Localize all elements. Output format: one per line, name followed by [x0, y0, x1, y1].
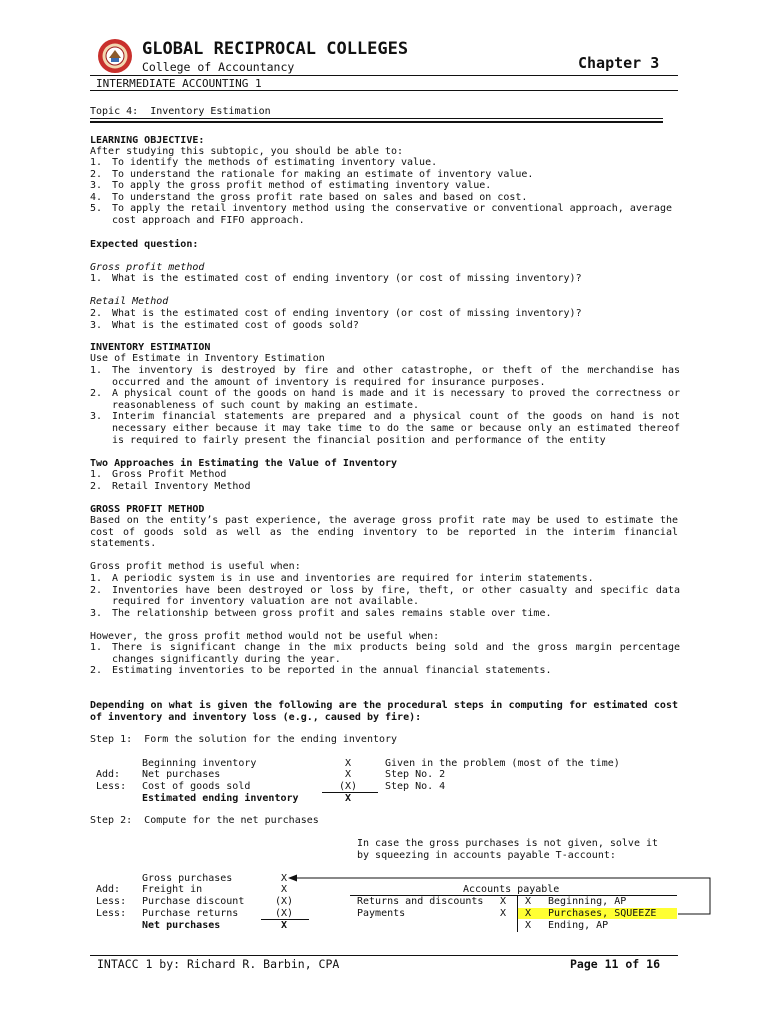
gpm-heading: GROSS PROFIT METHOD	[90, 504, 205, 515]
step2-row-label: Net purchases	[142, 920, 221, 931]
gp-questions	[90, 273, 680, 285]
list-item: 3. To apply the gross profit method of estimating inventory value.	[90, 180, 492, 192]
step1-row-label: Estimated ending inventory	[142, 793, 299, 804]
list-item: 4. To understand the gross profit rate based on sales and based on cost.	[90, 191, 528, 203]
list-item: 2. Estimating inventories to be reported in the annual financial statements.	[90, 665, 552, 677]
step2-row-value: X	[281, 873, 288, 884]
footer-rule	[90, 955, 678, 956]
list-item: 5. To apply the retail inventory method using the conservative or conventional approach, average cost approach and FIFO approach.	[90, 203, 672, 226]
step2-row-label: Purchase discount	[142, 896, 245, 907]
estimation-heading: INVENTORY ESTIMATION	[90, 342, 211, 353]
step2-row-label: Freight in	[142, 884, 203, 895]
t-account-title: Accounts payable	[463, 884, 560, 895]
t-credit-label: Ending, AP	[548, 920, 609, 931]
t-debit-label: Returns and discounts	[357, 896, 484, 907]
approaches-heading: Two Approaches in Estimating the Value of Inventory	[90, 458, 398, 469]
list-item: 2. What is the estimated cost of ending inventory (or cost of missing inventory)?	[90, 308, 582, 319]
list-item: 2. To understand the rationale for making an estimate of inventory value.	[90, 168, 534, 180]
procedure-heading: Depending on what is given the following are the procedural steps in computing for estimated cost of inventory and inventory loss (e.g., caused by fire):	[90, 700, 678, 723]
list-item: 3. Interim financial statements are prepared and a physical count of the goods on hand is not necessary either because it may take time to do the same or because only an estimated thereof is required to fairly present the financial position and performance of the entity	[90, 411, 680, 446]
list-item: 2. Inventories have been destroyed or loss by fire, theft, or other casualty and specific data required for inventory valuation are not available.	[90, 584, 680, 608]
step2-row-prefix: Less:	[96, 908, 127, 919]
step2-row-value: X	[281, 920, 288, 931]
page-number: Page 11 of 16	[570, 957, 661, 971]
list-item: 2. Retail Inventory Method	[90, 480, 251, 492]
retail-method-label: Retail Method	[90, 296, 169, 307]
step1-row-value: (X)	[339, 781, 358, 792]
step2-row-value: (X)	[275, 896, 294, 907]
step1-row-value: X	[345, 793, 352, 804]
step1-row-prefix: Less:	[96, 781, 127, 792]
gpm-useful-list	[90, 573, 680, 619]
list-item: 1. The inventory is destroyed by fire and other catastrophe, or theft of the merchandise has occurred and the amount of inventory is required for insurance purposes.	[90, 365, 680, 388]
topic-title: Topic 4: Inventory Estimation	[90, 106, 271, 117]
list-item: 3. The relationship between gross profit and sales remains stable over time.	[90, 607, 552, 619]
college-name: College of Accountancy	[142, 60, 295, 74]
estimation-intro: Use of Estimate in Inventory Estimation	[90, 353, 325, 364]
topic-rule-1	[90, 118, 663, 119]
chapter-label: Chapter 3	[578, 54, 660, 72]
objectives-intro: After studying this subtopic, you should be able to:	[90, 146, 404, 157]
list-item: 1. Gross Profit Method	[90, 469, 227, 480]
objectives-list	[90, 157, 680, 227]
footer-author: INTACC 1 by: Richard R. Barbin, CPA	[97, 957, 340, 971]
gpm-paragraph: Based on the entity’s past experience, the average gross profit rate may be used to estimate the cost of goods sold as well as the ending inventory to be reported in the interim financial statements.	[90, 515, 678, 550]
step2-row-value: X	[281, 884, 288, 895]
t-credit-label: Beginning, AP	[548, 896, 627, 907]
college-seal-logo	[97, 38, 133, 74]
list-item: 1. What is the estimated cost of ending inventory (or cost of missing inventory)?	[90, 273, 582, 284]
step1-row-prefix: Add:	[96, 769, 121, 780]
step2-row-prefix: Less:	[96, 896, 127, 907]
step1-row-note: Given in the problem (most of the time)	[385, 758, 620, 769]
objectives-heading: LEARNING OBJECTIVE:	[90, 135, 205, 146]
list-item: 1. A periodic system is in use and inventories are required for interim statements.	[90, 573, 594, 584]
list-item: 1. To identify the methods of estimating inventory value.	[90, 157, 438, 168]
header-rule	[90, 75, 678, 76]
gpm-useful-intro: Gross profit method is useful when:	[90, 561, 301, 572]
estimation-list	[90, 365, 680, 446]
gpm-not-useful-list	[90, 642, 680, 677]
course-name: INTERMEDIATE ACCOUNTING 1	[96, 77, 262, 90]
step2-label: Step 2: Compute for the net purchases	[90, 815, 319, 826]
header-rule-bottom	[90, 90, 678, 91]
gpm-not-useful-intro: However, the gross profit method would not be useful when:	[90, 631, 440, 642]
expected-heading: Expected question:	[90, 239, 199, 250]
t-credit-value: X	[525, 896, 532, 907]
step1-row-value: X	[345, 769, 352, 780]
step2-row-value: (X)	[275, 908, 294, 919]
step1-row-label: Beginning inventory	[142, 758, 257, 769]
list-item: 3. What is the estimated cost of goods sold?	[90, 319, 359, 331]
step1-row-label: Net purchases	[142, 769, 221, 780]
t-debit-label: Payments	[357, 908, 406, 919]
step2-row-prefix: Add:	[96, 884, 121, 895]
approaches-list	[90, 469, 680, 492]
t-debit-value: X	[500, 896, 507, 907]
t-debit-value: X	[500, 908, 507, 919]
step1-row-value: X	[345, 758, 352, 769]
squeeze-note: by squeezing in accounts payable T-account:	[357, 850, 616, 861]
step1-label: Step 1: Form the solution for the ending inventory	[90, 734, 398, 745]
list-item: 2. A physical count of the goods on hand is made and it is necessary to proved the correctness or reasonableness of such count by making an estimate.	[90, 388, 680, 411]
t-credit-label: Purchases, SQUEEZE	[548, 908, 657, 919]
topic-rule-2	[90, 121, 663, 123]
t-credit-value: X	[525, 920, 532, 931]
step1-row-note: Step No. 4	[385, 781, 446, 792]
step2-row-label: Gross purchases	[142, 873, 233, 884]
squeeze-note: In case the gross purchases is not given, solve it	[357, 838, 659, 849]
gp-method-label: Gross profit method	[90, 262, 205, 273]
list-item: 1. There is significant change in the mix products being sold and the gross margin percentage changes significantly during the year.	[90, 642, 680, 665]
step1-row-label: Cost of goods sold	[142, 781, 251, 792]
step2-row-label: Purchase returns	[142, 908, 239, 919]
school-name: GLOBAL RECIPROCAL COLLEGES	[142, 39, 409, 59]
t-credit-value: X	[525, 908, 532, 919]
retail-questions	[90, 308, 680, 331]
step1-row-note: Step No. 2	[385, 769, 446, 780]
